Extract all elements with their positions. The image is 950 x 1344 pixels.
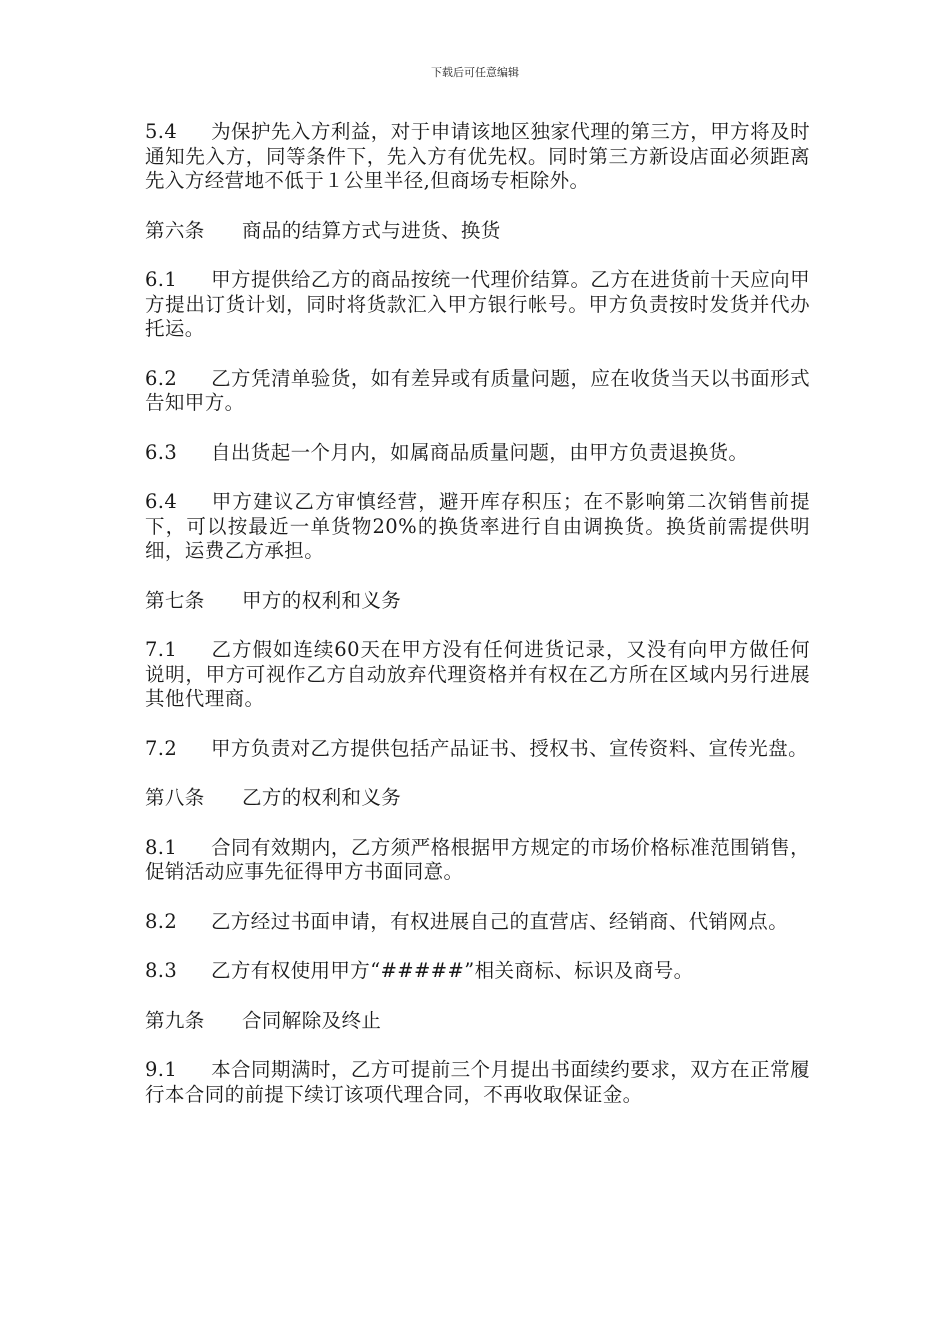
clause-6-4 [145, 490, 810, 564]
article-heading-7 [145, 589, 810, 614]
clause-number: 6.1 [145, 268, 178, 291]
clause-text: 自出货起一个月内，如属商品质量问题，由甲方负责退换货。 [211, 440, 749, 464]
article-number: 第八条 [145, 786, 205, 809]
clause-text: 乙方凭清单验货，如有差异或有质量问题，应在收货当天以书面形式告知甲方。 [145, 366, 810, 414]
document-body [145, 120, 810, 1132]
clause-7-1 [145, 638, 810, 712]
clause-text: 甲方负责对乙方提供包括产品证书、授权书、宣传资料、宣传光盘。 [211, 736, 809, 760]
article-title: 乙方的权利和义务 [242, 786, 402, 809]
clause-text: 合同有效期内，乙方须严格根据甲方规定的市场价格标准范围销售，促销活动应事先征得甲方书面同意。 [145, 835, 810, 883]
clause-8-2 [145, 910, 810, 935]
clause-number: 6.2 [145, 366, 178, 390]
clause-text: 为保护先入方利益，对于申请该地区独家代理的第三方，甲方将及时通知先入方，同等条件下，先入方有优先权。同时第三方新设店面必须距离先入方经营地不低于１公里半径,但商场专柜除外。 [145, 120, 810, 192]
clause-7-2 [145, 737, 810, 762]
page-header-note: 下载后可任意编辑 [431, 66, 519, 79]
article-heading-6 [145, 219, 810, 244]
clause-text: 乙方假如连续60天在甲方没有任何进货记录，又没有向甲方做任何说明，甲方可视作乙方自动放弃代理资格并有权在乙方所在区域内另行进展其他代理商。 [145, 638, 810, 710]
clause-number: 7.1 [145, 638, 178, 661]
clause-text: 乙方经过书面申请，有权进展自己的直营店、经销商、代销网点。 [211, 909, 789, 933]
clause-5-4 [145, 120, 810, 194]
clause-number: 8.2 [145, 909, 178, 933]
clause-number: 6.4 [145, 490, 178, 513]
clause-9-1 [145, 1058, 810, 1107]
clause-8-1 [145, 836, 810, 885]
article-number: 第六条 [145, 218, 205, 242]
clause-number: 7.2 [145, 736, 178, 760]
clause-text: 乙方有权使用甲方“#####”相关商标、标识及商号。 [211, 959, 694, 982]
clause-text: 甲方建议乙方审慎经营，避开库存积压；在不影响第二次销售前提下，可以按最近一单货物20%的换货率进行自由调换货。换货前需提供明细，运费乙方承担。 [145, 490, 810, 562]
clause-6-1 [145, 268, 810, 342]
clause-text: 甲方提供给乙方的商品按统一代理价结算。乙方在进货前十天应向甲方提出订货计划，同时将货款汇入甲方银行帐号。甲方负责按时发货并代办托运。 [145, 268, 810, 340]
clause-number: 9.1 [145, 1058, 178, 1081]
clause-number: 5.4 [145, 120, 178, 143]
clause-number: 6.3 [145, 440, 178, 464]
article-number: 第七条 [145, 588, 205, 612]
article-title: 合同解除及终止 [242, 1008, 382, 1032]
article-title: 商品的结算方式与进货、换货 [242, 218, 501, 242]
article-heading-9 [145, 1009, 810, 1034]
article-title: 甲方的权利和义务 [242, 588, 402, 612]
article-heading-8 [145, 786, 810, 811]
clause-text: 本合同期满时，乙方可提前三个月提出书面续约要求，双方在正常履行本合同的前提下续订该项代理合同，不再收取保证金。 [145, 1058, 810, 1106]
article-number: 第九条 [145, 1008, 205, 1032]
clause-6-3 [145, 441, 810, 466]
clause-8-3 [145, 959, 810, 984]
clause-6-2 [145, 367, 810, 416]
clause-number: 8.3 [145, 959, 178, 982]
clause-number: 8.1 [145, 835, 178, 859]
